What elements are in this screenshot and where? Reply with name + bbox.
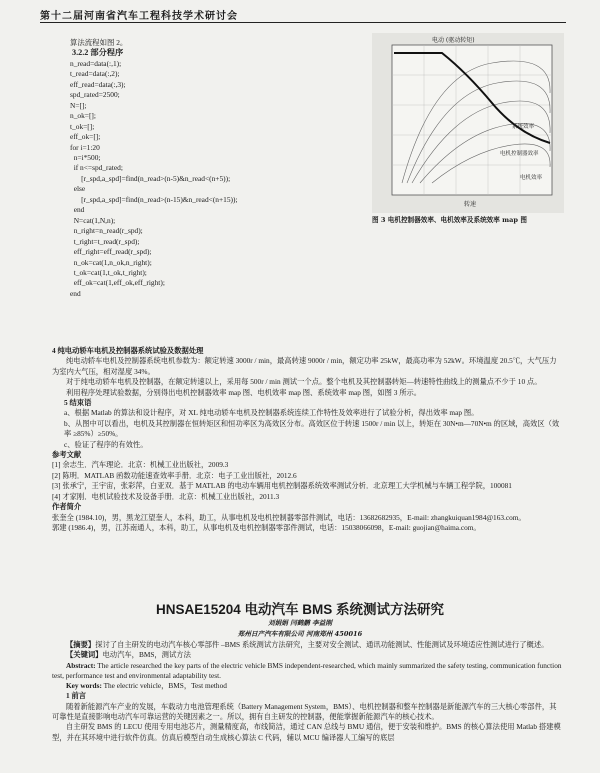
- reference-item: [3] 张承宁，王宇宙，张彩萍，白亚双．基于 MATLAB 的电动车辆用电机控制器系统效率测试分析．北京理工大学机械与车辆工程学院，100081: [52, 481, 512, 491]
- reference-item: [4] 才家刚．电机试验技术及设备手册．北京：机械工业出版社，2011.3: [52, 491, 280, 501]
- code-line: [r_spd,a_spd]=find(n_read>(n-15)&n_read<(n+15));: [70, 194, 238, 204]
- conclusion-item-c: c、验证了程序的有效性。: [64, 439, 148, 449]
- paper2-body: [52, 640, 562, 743]
- code-line: [r_spd,a_spd]=find(n_read>(n-5)&n_read<(n+5));: [70, 173, 231, 183]
- section4-paragraph: 利用程序处理试验数据，分别得出电机控制器效率 map 图、电机效率 map 图、系统效率 map 图，如图 3 所示。: [66, 387, 422, 397]
- code-line: t_read=data(:,2);: [70, 69, 120, 79]
- abstract-en-label: Abstract:: [66, 660, 96, 670]
- intro-paragraph: 自主研发 BMS 的 LECU 使用专用电池芯片，测量精度高，布线简洁，通过 CAN 总线与 BMU 通信，便于安装和维护。BMS 的核心算法使用 Matlab 搭建模型，并在其环境中进行软件仿真。仿真后模型自动生成核心算法 C 代码，辅以 MCU 编译器人工编写的底层: [52, 722, 561, 742]
- conclusion-item-b: b、从图中可以看出，电机及其控制器在恒转矩区和恒功率区为高效区分布。高效区位于转速 1500r / min 以上，转矩在 30N•m—70N•m 的区域，高效区（效率 ≥85%）≥50%。: [64, 418, 560, 439]
- header-rule: [40, 22, 566, 23]
- code-line: n=i*500;: [70, 152, 101, 162]
- paper2-title: HNSAE15204 电动汽车 BMS 系统测试方法研究: [155, 602, 445, 617]
- abstract-cn: [52, 640, 562, 650]
- references-heading: 参考文献: [52, 450, 82, 460]
- keywords-en-text: The electric vehicle，BMS，Test method: [103, 681, 227, 691]
- keywords-en-label: Key words:: [66, 681, 102, 691]
- efficiency-map-figure: [372, 33, 564, 213]
- code-line: n_right=n_read(r_spd);: [70, 226, 143, 236]
- section4-paragraph: 纯电动轿车电机及控制器系统电机参数为：额定转速 3000r / min，最高转速 9000r / min，额定功率 25kW，最高功率为 52kW。环境温度 20.5℃，大气压力为室内大气压，相对湿度 34%。: [52, 356, 557, 376]
- figure-label-controller: 电机控制器效率: [500, 151, 539, 157]
- code-line: end: [70, 205, 85, 215]
- figure-plot-area: [392, 45, 552, 195]
- figure-label-system: 系统效率: [512, 124, 535, 130]
- keywords-cn-label: 【关键词】: [66, 650, 103, 660]
- reference-item: [1] 余志生．汽车理论．北京：机械工业出版社，2009.3: [52, 460, 229, 470]
- code-line: eff_right=eff_read(r_spd);: [70, 247, 152, 257]
- code-line: n_read=data(:,1);: [70, 58, 122, 68]
- code-block: [70, 38, 370, 299]
- paper2-affiliation: 郑州日产汽车有限公司 河南郑州 450016: [237, 630, 363, 638]
- keywords-cn-text: 电动汽车，BMS，测试方法: [102, 650, 191, 660]
- abstract-cn-label: 【摘要】: [66, 640, 96, 649]
- author-intro-item: 张奎全 (1984.10)，男，黑龙江望奎人，本科，助工，从事电机及电机控制器零部件测试，电话：13682682935，E-mail: zhangkuiquan1984@163.com。: [52, 512, 526, 522]
- section4-heading: 4 纯电动轿车电机及控制器系统试验及数据处理: [52, 346, 204, 355]
- code-line: eff_ok=cat(1,eff_ok,eff_right);: [70, 278, 165, 288]
- author-intro-heading: 作者简介: [52, 502, 82, 512]
- author-intro-item: 郭建 (1986.4)，男，江苏南通人，本科，助工，从事电机及电机控制器零部件测试，电话：15038066098，E-mail: guojian@haima.com。: [52, 522, 481, 532]
- figure-top-label: 电动 (驱动转矩): [432, 37, 475, 44]
- code-line: else: [70, 184, 86, 194]
- paper2-authors: 刘娟娟 闫鹤鹏 李益刚: [268, 619, 332, 627]
- results-section: [52, 346, 562, 533]
- code-line: t_ok=cat(1,t_ok,t_right);: [70, 267, 147, 277]
- code-line: eff_read=data(:,3);: [70, 79, 126, 89]
- code-line: if n<=spd_rated;: [70, 163, 123, 173]
- code-line: N=[];: [70, 100, 87, 110]
- abstract-en: [52, 661, 562, 682]
- section4-paragraph: 对于纯电动轿车电机及控制器，在额定转速以上，采用每 500r / min 测试一个点。整个电机及其控制器转矩—转速特性曲线上的测量点不少于 10 点。: [66, 377, 542, 387]
- code-line: end: [70, 288, 81, 298]
- intro-heading: 1 前言: [66, 691, 87, 701]
- abstract-en-text: The article researched the key parts of the electric vehicle BMS independent-researched, which mainly summarized the safety testing, communication function test, performance test and environmental adaptability test.: [52, 660, 562, 680]
- keywords-cn: [52, 650, 562, 660]
- code-line: eff_ok=[];: [70, 132, 101, 142]
- abstract-cn-text: 探讨了自主研发的电动汽车核心零部件 –BMS 系统测试方法研究，主要对安全测试、通讯功能测试、性能测试及环境适应性测试进行了概述。: [95, 640, 549, 649]
- code-line: t_ok=[];: [70, 121, 95, 131]
- code-line: for i=1:20: [70, 142, 100, 152]
- figure-x-label: 转速: [464, 201, 477, 208]
- running-header: 第十二届河南省汽车工程科技学术研讨会: [40, 11, 238, 22]
- section5-heading: 5 结束语: [64, 398, 92, 408]
- figure-label-motor: 电机效率: [520, 175, 543, 181]
- reference-item: [2] 陈明．MATLAB 函数功能速查效率手册．北京：电子工业出版社，2012.6: [52, 470, 297, 480]
- code-line: n_ok=cat(1,n_ok,n_right);: [70, 257, 152, 267]
- code-line: N=cat(1,N,n);: [70, 215, 116, 225]
- keywords-en: [52, 681, 562, 691]
- code-line: n_ok=[];: [70, 111, 96, 121]
- conclusion-item-a: a、根据 Matlab 的算法和设计程序，对 XL 纯电动轿车电机及控制器系统连续工作特性及效率进行了试验分析，得出效率 map 图。: [64, 408, 479, 418]
- intro-paragraph: 随着新能源汽车产业的发展，车载动力电池管理系统（Battery Management System，BMS）、电机控制器和整车控制器是新能源汽车的三大核心零部件，其可靠性是直接影响电动汽车可靠运营的关键因素之一。所以，拥有自主研发的控制器，便能掌握新能源汽车的核心技术。: [52, 701, 557, 722]
- code-intro: 算法流程如图 2。: [70, 38, 128, 47]
- code-line: spd_rated=2500;: [70, 90, 120, 100]
- figure-caption: 图 3 电机控制器效率、电机效率及系统效率 map 图: [372, 216, 527, 224]
- code-line: t_right=t_read(r_spd);: [70, 236, 140, 246]
- code-subheading: 3.2.2 部分程序: [72, 48, 124, 58]
